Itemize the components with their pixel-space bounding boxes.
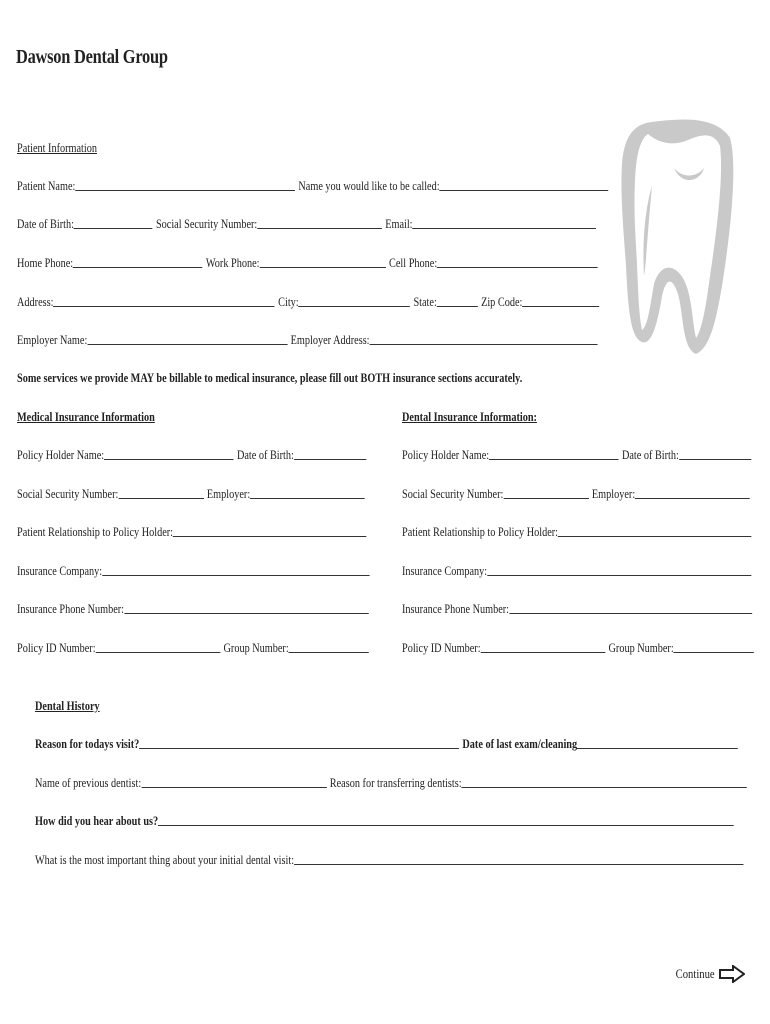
dental-company-field[interactable] [487, 575, 751, 576]
dental-policy-holder-field[interactable] [489, 459, 619, 460]
page-title: Dawson Dental Group [16, 46, 168, 68]
dental-ssn-label: Social Security Number: [402, 487, 504, 501]
tooth-icon [612, 116, 738, 360]
dental-history-heading: Dental History [35, 699, 100, 713]
medical-company-field[interactable] [102, 575, 369, 576]
dental-company-label: Insurance Company: [402, 564, 488, 578]
continue-button[interactable] [667, 965, 745, 983]
medical-employer-label: Employer: [206, 487, 251, 501]
dental-policy-id-label: Policy ID Number: [402, 641, 481, 655]
ssn-field[interactable] [257, 228, 382, 229]
medical-dob-field[interactable] [294, 459, 366, 460]
preferred-name-field[interactable] [440, 190, 609, 191]
medical-policy-id-field[interactable] [96, 652, 221, 653]
medical-dob-label: Date of Birth: [236, 448, 294, 462]
dental-ssn-row [402, 486, 753, 502]
city-label: City: [278, 295, 299, 309]
address-row [17, 294, 603, 310]
medical-phone-row [17, 601, 372, 617]
medical-policy-id-label: Policy ID Number: [17, 641, 96, 655]
patient-name-row [17, 178, 612, 194]
employer-address-field[interactable] [370, 344, 598, 345]
medical-employer-field[interactable] [250, 498, 365, 499]
medical-relationship-row [17, 524, 370, 540]
medical-policy-holder-label: Policy Holder Name: [17, 448, 105, 462]
dental-employer-label: Employer: [591, 487, 636, 501]
medical-ssn-label: Social Security Number: [17, 487, 119, 501]
dental-insurance-heading: Dental Insurance Information: [402, 410, 537, 424]
reason-visit-row [35, 736, 741, 752]
preferred-name-label: Name you would like to be called: [298, 179, 440, 193]
insurance-notice: Some services we provide MAY be billable to medical insurance, please fill out BOTH insurance sections accurately. [17, 371, 523, 385]
dob-label: Date of Birth: [17, 217, 74, 231]
how-heard-label: How did you hear about us? [35, 814, 159, 828]
dental-employer-field[interactable] [635, 498, 750, 499]
dental-ssn-field[interactable] [503, 498, 588, 499]
ssn-label: Social Security Number: [155, 217, 258, 231]
employer-name-field[interactable] [87, 344, 287, 345]
state-field[interactable] [437, 306, 478, 307]
dental-policy-holder-row [402, 447, 754, 463]
dental-dob-label: Date of Birth: [621, 448, 679, 462]
employer-row [17, 332, 601, 348]
employer-address-label: Employer Address: [290, 333, 370, 347]
patient-name-field[interactable] [75, 190, 295, 191]
dental-group-label: Group Number: [608, 641, 674, 655]
how-heard-row [35, 813, 737, 829]
phone-row [17, 255, 601, 271]
medical-relationship-field[interactable] [173, 536, 367, 537]
medical-insurance-heading: Medical Insurance Information [17, 410, 155, 424]
state-label: State: [413, 295, 437, 309]
home-phone-field[interactable] [73, 267, 203, 268]
previous-dentist-label: Name of previous dentist: [35, 776, 142, 790]
dental-policy-id-row [402, 640, 757, 656]
dental-policy-id-field[interactable] [481, 652, 606, 653]
medical-phone-label: Insurance Phone Number: [17, 602, 125, 616]
employer-name-label: Employer Name: [17, 333, 88, 347]
medical-group-label: Group Number: [223, 641, 289, 655]
last-exam-label: Date of last exam/cleaning [462, 737, 578, 751]
work-phone-field[interactable] [259, 267, 385, 268]
dental-relationship-label: Patient Relationship to Policy Holder: [402, 525, 559, 539]
continue-label: Continue [675, 966, 715, 981]
most-important-label: What is the most important thing about your initial dental visit: [35, 853, 295, 867]
dob-row [17, 216, 599, 232]
dental-dob-field[interactable] [679, 459, 751, 460]
previous-dentist-field[interactable] [141, 787, 326, 788]
medical-policy-holder-field[interactable] [104, 459, 234, 460]
reason-transfer-label: Reason for transferring dentists: [329, 776, 462, 790]
city-field[interactable] [299, 306, 411, 307]
reason-visit-label: Reason for todays visit? [35, 737, 140, 751]
previous-dentist-row [35, 775, 750, 791]
medical-company-row [17, 563, 373, 579]
medical-policy-id-row [17, 640, 372, 656]
dental-phone-label: Insurance Phone Number: [402, 602, 510, 616]
most-important-row [35, 852, 747, 868]
medical-relationship-label: Patient Relationship to Policy Holder: [17, 525, 174, 539]
work-phone-label: Work Phone: [205, 256, 260, 270]
dental-company-row [402, 563, 754, 579]
cell-phone-field[interactable] [437, 267, 598, 268]
dental-relationship-row [402, 524, 755, 540]
patient-name-label: Patient Name: [17, 179, 76, 193]
dental-policy-holder-label: Policy Holder Name: [402, 448, 490, 462]
medical-group-field[interactable] [289, 652, 369, 653]
email-field[interactable] [413, 228, 597, 229]
medical-phone-field[interactable] [124, 613, 368, 614]
email-label: Email: [385, 217, 413, 231]
how-heard-field[interactable] [158, 825, 734, 826]
reason-visit-field[interactable] [139, 748, 459, 749]
address-field[interactable] [53, 306, 274, 307]
last-exam-field[interactable] [577, 748, 738, 749]
zip-field[interactable] [522, 306, 599, 307]
most-important-field[interactable] [294, 864, 743, 865]
address-label: Address: [17, 295, 54, 309]
medical-policy-holder-row [17, 447, 369, 463]
dental-phone-row [402, 601, 755, 617]
reason-transfer-field[interactable] [462, 787, 747, 788]
cell-phone-label: Cell Phone: [389, 256, 438, 270]
dental-relationship-field[interactable] [558, 536, 752, 537]
medical-ssn-field[interactable] [118, 498, 203, 499]
dob-field[interactable] [74, 228, 153, 229]
patient-info-heading: Patient Information [17, 141, 97, 155]
medical-company-label: Insurance Company: [17, 564, 103, 578]
medical-ssn-row [17, 486, 368, 502]
right-arrow-icon [719, 965, 745, 983]
zip-label: Zip Code: [481, 295, 523, 309]
dental-phone-field[interactable] [509, 613, 752, 614]
dental-group-field[interactable] [674, 652, 754, 653]
home-phone-label: Home Phone: [17, 256, 74, 270]
